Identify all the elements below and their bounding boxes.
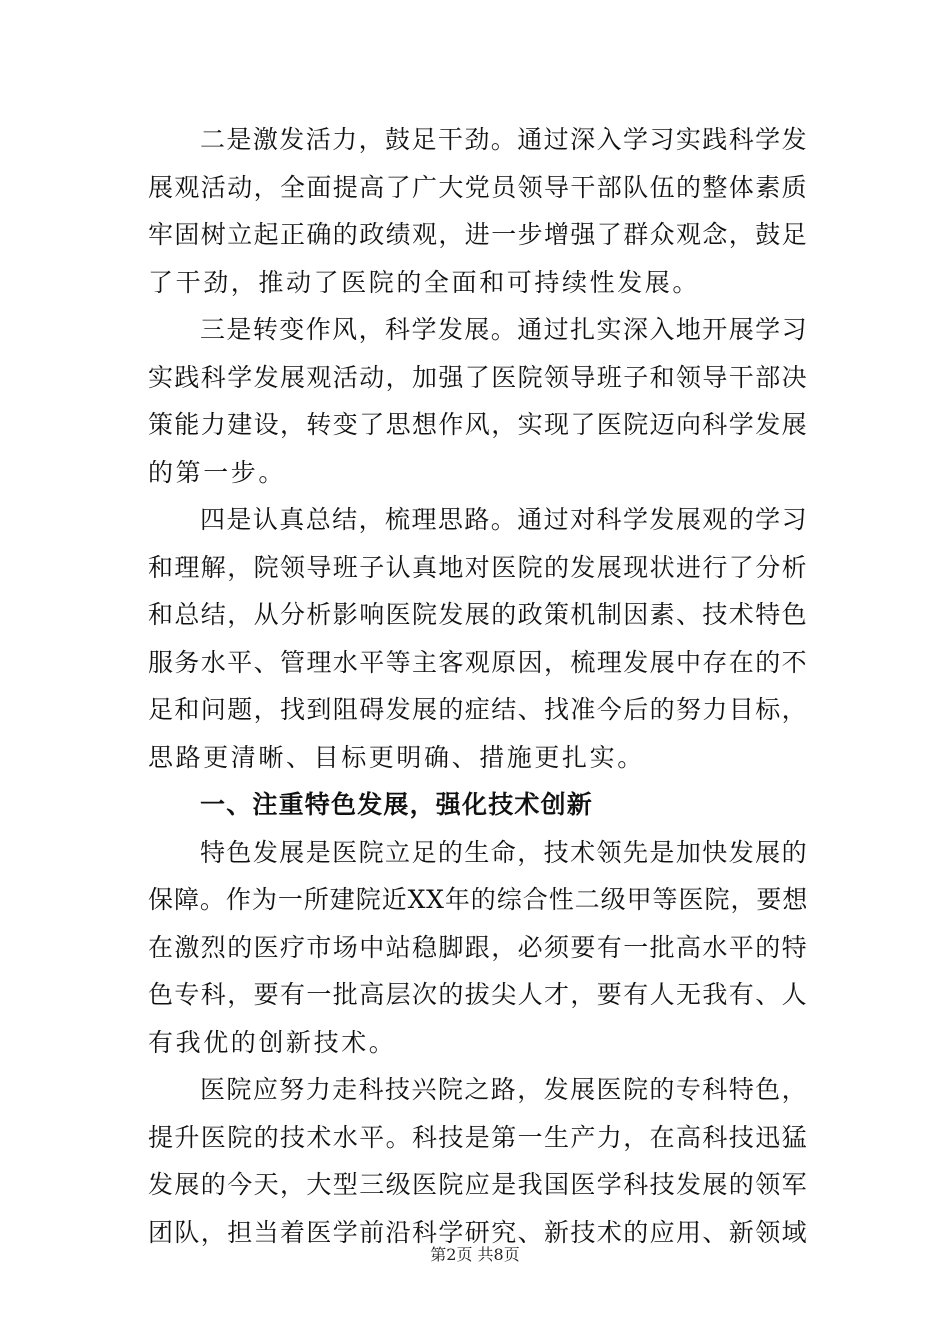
paragraph-line: 展观活动，全面提高了广大党员领导干部队伍的整体素质 <box>148 172 809 202</box>
paragraph-line: 有我优的创新技术。 <box>148 1027 397 1057</box>
section-heading: 一、注重特色发展，强化技术创新 <box>200 790 594 819</box>
paragraph-line: 提升医院的技术水平。科技是第一生产力，在高科技迅猛 <box>148 1122 809 1152</box>
paragraph-line: 二是激发活力，鼓足干劲。通过深入学习实践科学发 <box>200 125 808 154</box>
paragraph-line: 足和问题，找到阻碍发展的症结、找准今后的努力目标， <box>148 695 809 724</box>
paragraph-line: 在激烈的医疗市场中站稳脚跟，必须要有一批高水平的特 <box>148 932 809 962</box>
paragraph-line: 医院应努力走科技兴院之路，发展医院的专科特色， <box>200 1075 808 1104</box>
paragraph-line: 和总结，从分析影响医院发展的政策机制因素、技术特色 <box>148 600 809 629</box>
paragraph-line: 实践科学发展观活动，加强了医院领导班子和领导干部决 <box>148 362 809 392</box>
paragraph-line: 了干劲，推动了医院的全面和可持续性发展。 <box>148 267 701 297</box>
paragraph-line: 服务水平、管理水平等主客观原因，梳理发展中存在的不 <box>148 647 809 677</box>
paragraph-line: 的第一步。 <box>148 457 287 487</box>
document-body <box>148 116 808 1256</box>
paragraph-line: 色专科，要有一批高层次的拔尖人才，要有人无我有、人 <box>148 980 809 1009</box>
paragraph-line: 牢固树立起正确的政绩观，进一步增强了群众观念，鼓足 <box>148 220 809 249</box>
paragraph-line: 策能力建设，转变了思想作风，实现了医院迈向科学发展 <box>148 410 809 439</box>
paragraph-line: 思路更清晰、目标更明确、措施更扎实。 <box>148 742 645 772</box>
paragraph-line: 特色发展是医院立足的生命，技术领先是加快发展的 <box>200 837 808 867</box>
paragraph-line: 发展的今天，大型三级医院应是我国医学科技发展的领军 <box>148 1170 809 1199</box>
paragraph-line: 保障。作为一所建院近XX年的综合性二级甲等医院，要想 <box>148 885 808 914</box>
paragraph-line: 四是认真总结，梳理思路。通过对科学发展观的学习 <box>200 505 808 534</box>
page-number-footer: 第2页 共8页 <box>430 1245 520 1264</box>
paragraph-line: 三是转变作风，科学发展。通过扎实深入地开展学习 <box>200 315 808 344</box>
paragraph-line: 团队，担当着医学前沿科学研究、新技术的应用、新领域 <box>148 1217 809 1247</box>
paragraph-line: 和理解，院领导班子认真地对医院的发展现状进行了分析 <box>148 552 809 582</box>
